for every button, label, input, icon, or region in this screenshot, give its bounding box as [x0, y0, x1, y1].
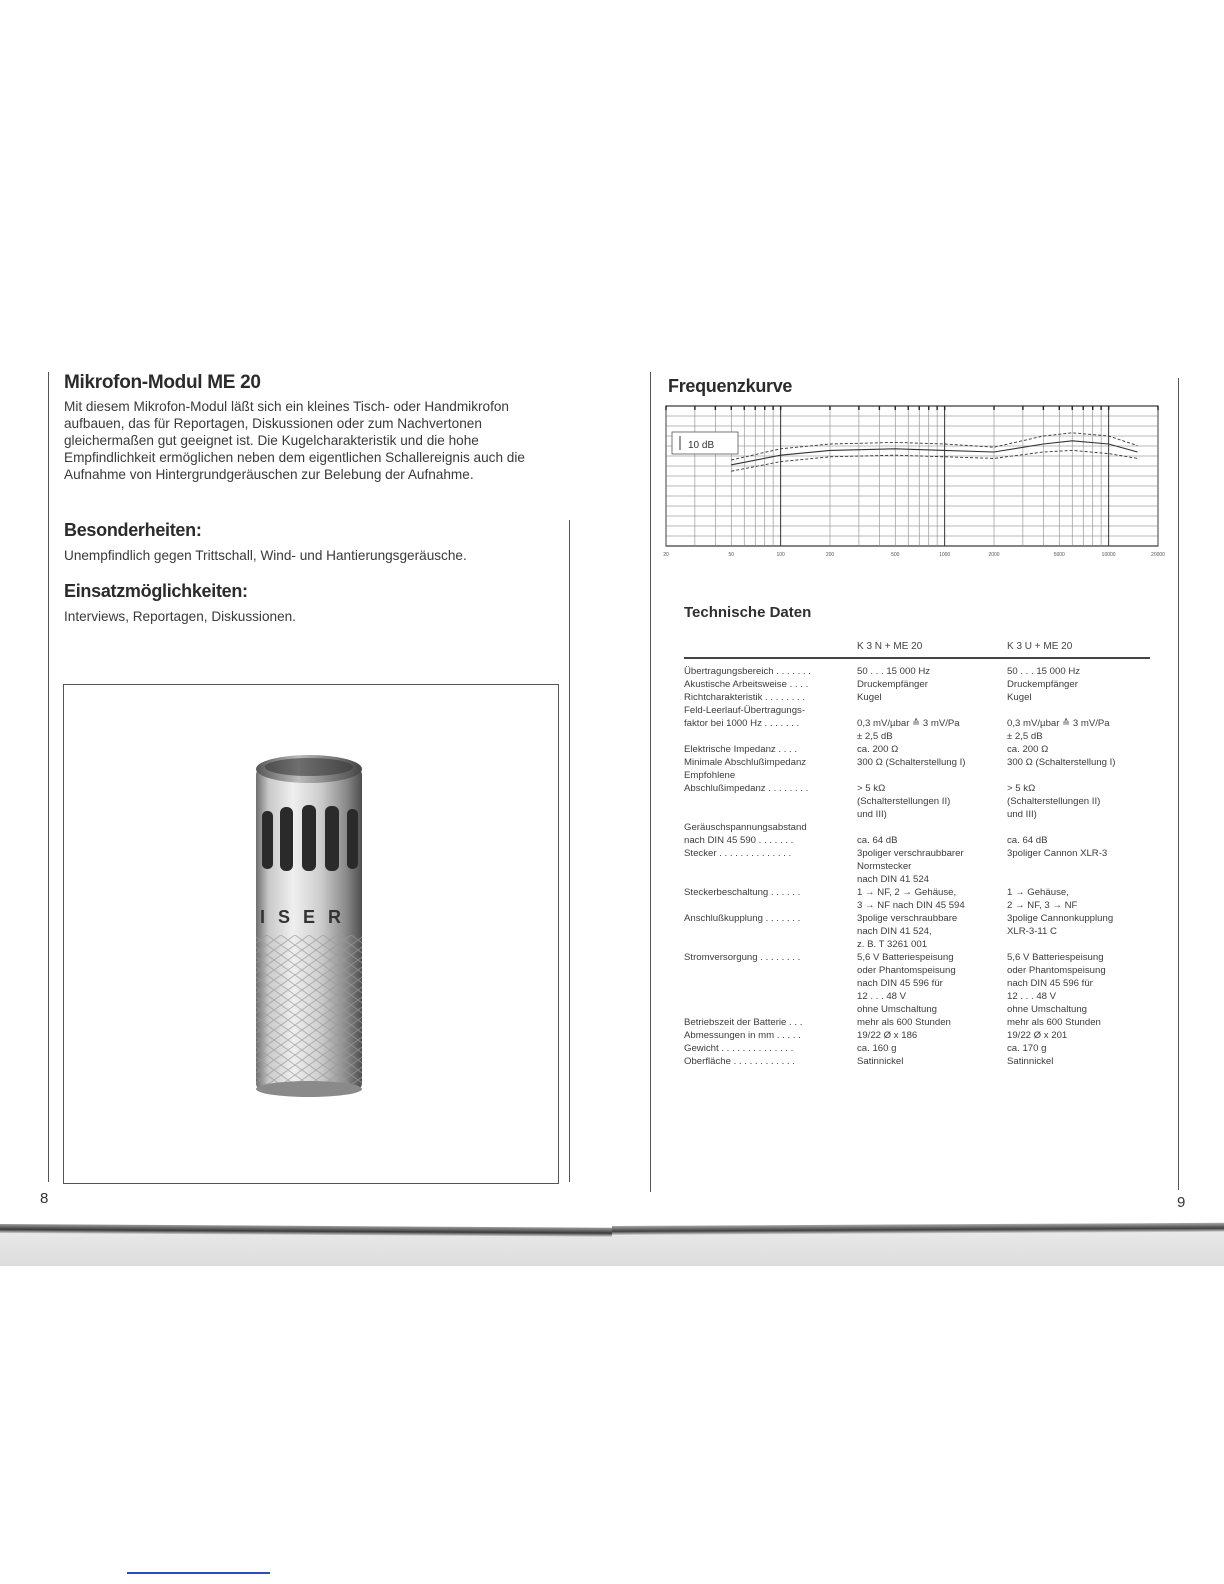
tech-col-k3n-header: K 3 N + ME 20 [857, 641, 923, 652]
x-tick-label: 1000 [939, 552, 951, 558]
tech-data-table [684, 665, 1150, 1068]
tech-row [684, 795, 1150, 808]
tech-label [684, 990, 857, 1003]
tech-row [684, 1029, 1150, 1042]
tech-row [684, 1003, 1150, 1016]
uses-heading: Einsatzmöglichkeiten: [64, 581, 248, 601]
tech-value-k3u [1007, 704, 1150, 717]
tech-value-k3u: mehr als 600 Stunden [1007, 1017, 1101, 1028]
tech-value-k3n: Normstecker [857, 861, 912, 872]
x-tick-label: 50 [728, 552, 735, 558]
tech-data-title: Technische Daten [684, 604, 812, 621]
tech-label: Stromversorgung . . . . . . . . [684, 952, 801, 963]
tech-value-k3n: 3 → NF nach DIN 45 594 [857, 900, 965, 911]
tech-row [684, 964, 1150, 977]
scan-bottom-band [0, 1232, 1224, 1266]
tech-row [684, 886, 1150, 899]
x-tick-label: 500 [891, 552, 900, 558]
tech-value-k3n: nach DIN 41 524 [857, 874, 929, 885]
tech-value-k3u: oder Phantomspeisung [1007, 965, 1106, 976]
tech-value-k3n: Satinnickel [857, 1056, 904, 1067]
x-tick-label: 20000 [1151, 552, 1165, 558]
tech-row [684, 691, 1150, 704]
tech-row [684, 925, 1150, 938]
tech-value-k3n: ca. 200 Ω [857, 744, 899, 755]
tech-value-k3n: 300 Ω (Schalterstellung I) [857, 757, 966, 768]
tech-value-k3n: ± 2,5 dB [857, 731, 893, 742]
tech-value-k3u [1007, 860, 1150, 873]
tech-label: faktor bei 1000 Hz . . . . . . . [684, 718, 800, 729]
tech-label [684, 795, 857, 808]
tech-value-k3u: und III) [1007, 809, 1037, 820]
tech-row [684, 730, 1150, 743]
tech-value-k3u: ca. 64 dB [1007, 835, 1048, 846]
tech-value-k3u: 12 . . . 48 V [1007, 991, 1057, 1002]
tech-value-k3n [857, 821, 1007, 834]
tech-value-k3u: 1 → Gehäuse, [1007, 887, 1069, 898]
chart-grid [666, 406, 1158, 546]
microphone-brand-lettering: ISER [260, 907, 355, 927]
tech-value-k3n: oder Phantomspeisung [857, 965, 956, 976]
x-tick-label: 5000 [1053, 552, 1065, 558]
tech-row [684, 704, 1150, 717]
tech-row [684, 938, 1150, 951]
tech-value-k3n: > 5 kΩ [857, 783, 886, 794]
tech-value-k3n: z. B. T 3261 001 [857, 939, 928, 950]
tech-row [684, 873, 1150, 886]
tech-label: Betriebszeit der Batterie . . . [684, 1017, 803, 1028]
tech-value-k3u: (Schalterstellungen II) [1007, 796, 1101, 807]
tech-value-k3u: 300 Ω (Schalterstellung I) [1007, 757, 1116, 768]
tech-label [684, 860, 857, 873]
tech-row [684, 834, 1150, 847]
tech-label: Minimale Abschlußimpedanz [684, 757, 807, 768]
tech-value-k3n: 12 . . . 48 V [857, 991, 907, 1002]
tech-value-k3n: 3polige verschraubbare [857, 913, 958, 924]
tech-value-k3u: > 5 kΩ [1007, 783, 1036, 794]
microphone-photo [64, 685, 558, 1183]
x-tick-label: 200 [825, 552, 835, 558]
tech-label [684, 899, 857, 912]
right-margin-line-left [650, 372, 651, 1192]
tech-label [684, 977, 857, 990]
tech-row [684, 756, 1150, 769]
right-margin-line-right [1178, 378, 1179, 1190]
tech-value-k3u: 2 → NF, 3 → NF [1007, 900, 1078, 911]
tech-row [684, 782, 1150, 795]
tech-value-k3n: ohne Umschaltung [857, 1004, 937, 1015]
tech-value-k3u: 19/22 Ø x 201 [1007, 1030, 1068, 1041]
blue-underline-mark [127, 1572, 270, 1574]
tech-header-rule [684, 657, 1150, 659]
tech-row [684, 977, 1150, 990]
tech-value-k3n: und III) [857, 809, 887, 820]
tech-value-k3n: mehr als 600 Stunden [857, 1017, 951, 1028]
tech-value-k3n [857, 704, 1007, 717]
tech-row [684, 717, 1150, 730]
tech-value-k3u: Druckempfänger [1007, 679, 1078, 690]
tech-label: Abmessungen in mm . . . . . [684, 1030, 801, 1041]
uses-text: Interviews, Reportagen, Diskussionen. [64, 609, 296, 624]
tech-row [684, 1042, 1150, 1055]
tech-label [684, 925, 857, 938]
tech-value-k3n: (Schalterstellungen II) [857, 796, 951, 807]
module-intro: Mit diesem Mikrofon-Modul läßt sich ein kleines Tisch- oder Handmikrofon aufbauen, das für Reportagen, Diskussionen oder zum Nachvertonen gleichermaßen gut geeignet ist. Die Kugelcharakteristik und die hohe Empfindlichkeit ermöglichen neben dem eigentlichen Schallereignis auch die Aufnahme von Hintergrundgeräuschen zur Belebung der Aufnahme. [64, 399, 525, 482]
tech-value-k3n: 5,6 V Batteriespeisung [857, 952, 954, 963]
tech-value-k3u [1007, 821, 1150, 834]
x-tick-label: 20 [663, 552, 669, 558]
tech-label: Richtcharakteristik . . . . . . . . [684, 692, 806, 703]
tech-label [684, 964, 857, 977]
chart-tick-labels [663, 552, 1165, 558]
tech-label: Abschlußimpedanz . . . . . . . . [684, 783, 809, 794]
tech-col-k3u-header: K 3 U + ME 20 [1007, 641, 1073, 652]
tech-label: Geräuschspannungsabstand [684, 822, 807, 833]
tech-value-k3n [857, 769, 1007, 782]
left-margin-line [48, 372, 49, 1182]
tech-value-k3n: Druckempfänger [857, 679, 928, 690]
tech-label: Steckerbeschaltung . . . . . . [684, 887, 801, 898]
tech-value-k3u: 3poliger Cannon XLR-3 [1007, 848, 1108, 859]
tech-label: Akustische Arbeitsweise . . . . [684, 679, 809, 690]
tech-value-k3u: ohne Umschaltung [1007, 1004, 1087, 1015]
tech-value-k3u: 50 . . . 15 000 Hz [1007, 666, 1081, 677]
x-tick-label: 10000 [1101, 552, 1116, 558]
tech-label [684, 808, 857, 821]
tech-value-k3u [1007, 769, 1150, 782]
tech-value-k3u [1007, 873, 1150, 886]
tech-label: Oberfläche . . . . . . . . . . . . [684, 1056, 795, 1067]
tech-row [684, 951, 1150, 964]
tech-row [684, 1055, 1150, 1068]
chart-title: Frequenzkurve [668, 376, 793, 396]
left-inner-line [569, 520, 570, 1182]
tech-value-k3n: nach DIN 45 596 für [857, 978, 943, 989]
tech-value-k3n: Kugel [857, 692, 882, 703]
tech-label: Anschlußkupplung . . . . . . . [684, 913, 801, 924]
tech-value-k3u: ca. 200 Ω [1007, 744, 1049, 755]
tech-row [684, 678, 1150, 691]
tech-value-k3n: 1 → NF, 2 → Gehäuse, [857, 887, 957, 898]
tech-value-k3n: ca. 64 dB [857, 835, 898, 846]
tech-value-k3n: 19/22 Ø x 186 [857, 1030, 918, 1041]
tech-value-k3n: 50 . . . 15 000 Hz [857, 666, 931, 677]
tech-value-k3n: 3poliger verschraubbarer [857, 848, 964, 859]
tech-row [684, 899, 1150, 912]
tech-row [684, 1016, 1150, 1029]
tech-row [684, 847, 1150, 860]
tech-row [684, 912, 1150, 925]
tech-label: Elektrische Impedanz . . . . [684, 744, 798, 755]
tech-value-k3n: 0,3 mV/µbar ≙ 3 mV/Pa [857, 718, 960, 729]
tech-value-k3u [1007, 938, 1150, 951]
tech-value-k3u: Satinnickel [1007, 1056, 1054, 1067]
tech-value-k3u: XLR-3-11 C [1007, 926, 1057, 937]
tech-value-k3u: ca. 170 g [1007, 1043, 1047, 1054]
x-tick-label: 100 [776, 552, 785, 558]
tech-value-k3n: ca. 160 g [857, 1043, 897, 1054]
tech-label: Stecker . . . . . . . . . . . . . . [684, 848, 792, 859]
tech-value-k3u: nach DIN 45 596 für [1007, 978, 1093, 989]
tech-row [684, 821, 1150, 834]
tech-label: Übertragungsbereich . . . . . . . [684, 666, 811, 677]
tech-row [684, 808, 1150, 821]
tech-label: Feld-Leerlauf-Übertragungs- [684, 705, 806, 716]
features-heading: Besonderheiten: [64, 520, 202, 540]
tech-label [684, 938, 857, 951]
tech-value-k3u: Kugel [1007, 692, 1032, 703]
features-text: Unempfindlich gegen Trittschall, Wind- und Hantierungsgeräusche. [64, 548, 467, 563]
tech-row [684, 769, 1150, 782]
frequency-chart [663, 404, 1170, 564]
tech-row [684, 990, 1150, 1003]
tech-label: Gewicht . . . . . . . . . . . . . . [684, 1043, 794, 1054]
tech-label [684, 1003, 857, 1016]
tech-row [684, 860, 1150, 873]
tech-label: Empfohlene [684, 770, 736, 781]
tech-label [684, 873, 857, 886]
module-title: Mikrofon-Modul ME 20 [64, 372, 261, 393]
left-page-number: 8 [40, 1190, 49, 1207]
microphone-photo-frame [63, 684, 559, 1184]
tech-row [684, 665, 1150, 678]
tech-label: nach DIN 45 590 . . . . . . . [684, 835, 794, 846]
tech-value-k3u: ± 2,5 dB [1007, 731, 1043, 742]
chart-scale-label: 10 dB [688, 440, 715, 451]
tech-value-k3u: 5,6 V Batteriespeisung [1007, 952, 1104, 963]
tech-row [684, 743, 1150, 756]
tech-value-k3u: 3polige Cannonkupplung [1007, 913, 1114, 924]
x-tick-label: 2000 [988, 552, 1000, 558]
tech-value-k3u: 0,3 mV/µbar ≙ 3 mV/Pa [1007, 718, 1110, 729]
right-page-number: 9 [1177, 1194, 1186, 1211]
tech-value-k3n: nach DIN 41 524, [857, 926, 932, 937]
tech-label [684, 730, 857, 743]
